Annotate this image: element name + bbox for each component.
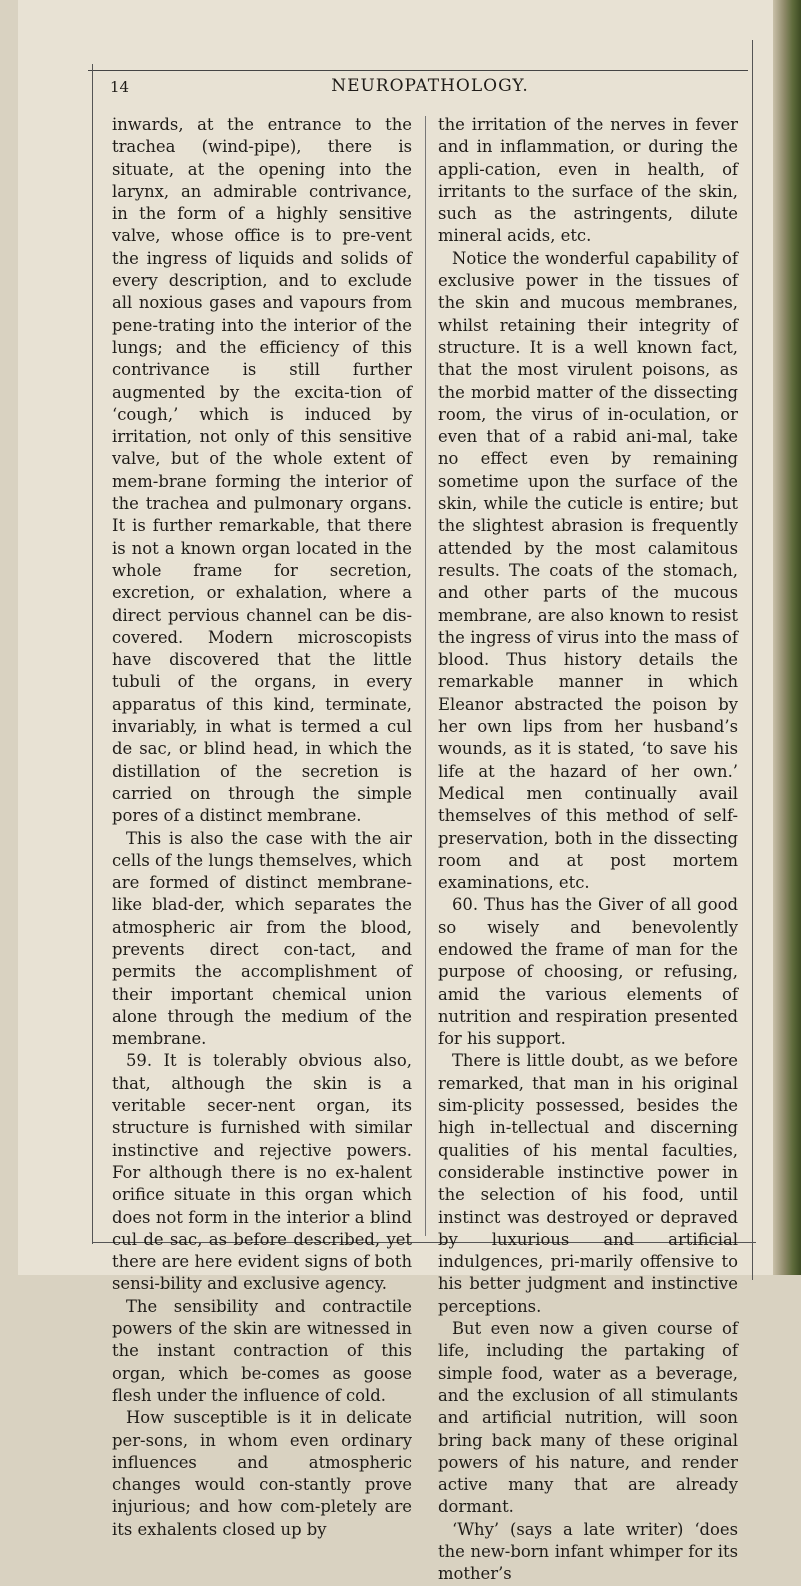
paragraph: The sensibility and contractile powers of the skin are witnessed in the instant contraction of this organ, which be-comes as goose flesh under the influence of cold. [112,1296,412,1405]
paragraph: the irritation of the nerves in fever and in inflammation, or during the appli-cation, even in health, of irritants to the surface of the skin, such as the astringents, dilute mineral acids, etc. [438,115,738,246]
paragraph: inwards, at the entrance to the trachea (wind-pipe), there is situate, at the opening into the larynx, an admirable contrivance, in the form of a highly sensitive valve, whose office is to pre-vent the ingress of liquids and solids of every description, and to exclude all noxious gases and vapours from pene-trating into the interior of the lungs; and the efficiency of this contrivance is still further augmented by the excita-tion of ‘cough,’ which is induced by irritation, not only of this sensitive valve, but of the whole extent of mem-brane forming the interior of the trachea and pulmonary organs. It is further remarkable, that there is not a known organ located in the whole frame for secretion, excretion, or exhalation, where a direct pervious channel can be dis-covered. Modern microscopists have discovered that the little tubuli of the organs, in every apparatus of this kind, terminate, invariably, in what is termed a cul de sac, or blind head, in which the distillation of the secretion is carried on through the simple pores of a distinct membrane. [112,115,412,826]
right-column [438,114,738,1586]
page-number: 14 [110,78,130,96]
paragraph: ‘Why’ (says a late writer) ‘does the new-born infant whimper for its mother’s [438,1519,738,1584]
paragraph: But even now a given course of life, including the partaking of simple food, water as a beverage, and the exclusion of all stimulants and artificial nutrition, will soon bring back many of these original powers of his nature, and render active many that are already dormant. [438,1319,738,1517]
column-divider [425,116,426,1236]
page-header [110,76,750,100]
paragraph: There is little doubt, as we before remarked, that man in his original sim-plicity possessed, besides the high in-tellectual and discerning qualities of his mental faculties, considerable instinctive power in the selection of his food, until instinct was destroyed or depraved by luxurious and artificial indulgences, pri-marily offensive to his better judgment and instinctive perceptions. [438,1051,738,1316]
paragraph: How susceptible is it in delicate per-sons, in whom even ordinary influences and atmospheric changes would con-stantly prove injurious; and how com-pletely are its exhalents closed up by [112,1408,412,1539]
paragraph: 60. Thus has the Giver of all good so wisely and benevolently endowed the frame of man for the purpose of choosing, or refusing, amid the various elements of nutrition and respiration presented for his support. [438,895,738,1049]
page-edge [773,0,801,1275]
running-title: NEUROPATHOLOGY. [331,76,529,96]
header-rule [88,70,748,71]
paragraph: Notice the wonderful capability of exclusive power in the tissues of the skin and mucous membranes, whilst retaining their integrity of structure. It is a well known fact, that the most virulent poisons, as the morbid matter of the dissecting room, the virus of in-oculation, or even that of a rabid ani-mal, take no effect even by remaining sometime upon the surface of the skin, while the cuticle is entire; but the slightest abrasion is frequently attended by the most calamitous results. The coats of the stomach, and other parts of the mucous membrane, are also known to resist the ingress of virus into the mass of blood. Thus history details the remarkable manner in which Eleanor abstracted the poison by her own lips from her husband’s wounds, as it is stated, ‘to save his life at the hazard of her own.’ Medical men continually avail themselves of this method of self-preservation, both in the dissecting room and at post mortem examinations, etc. [438,248,738,893]
left-column [112,114,412,1541]
right-border-rule [752,40,753,1280]
left-border-rule [92,64,93,1244]
paragraph: This is also the case with the air cells of the lungs themselves, which are formed of distinct membrane-like blad-der, which separates the atmospheric air from the blood, prevents direct con-tact, and permits the accomplishment of their important chemical union alone through the medium of the membrane. [112,828,412,1049]
paragraph: 59. It is tolerably obvious also, that, although the skin is a veritable secer-nent organ, its structure is furnished with similar instinctive and rejective powers. For although there is no ex-halent orifice situate in this organ which does not form in the interior a blind cul de sac, as before described, yet there are here evident signs of both sensi-bility and exclusive agency. [112,1051,412,1294]
